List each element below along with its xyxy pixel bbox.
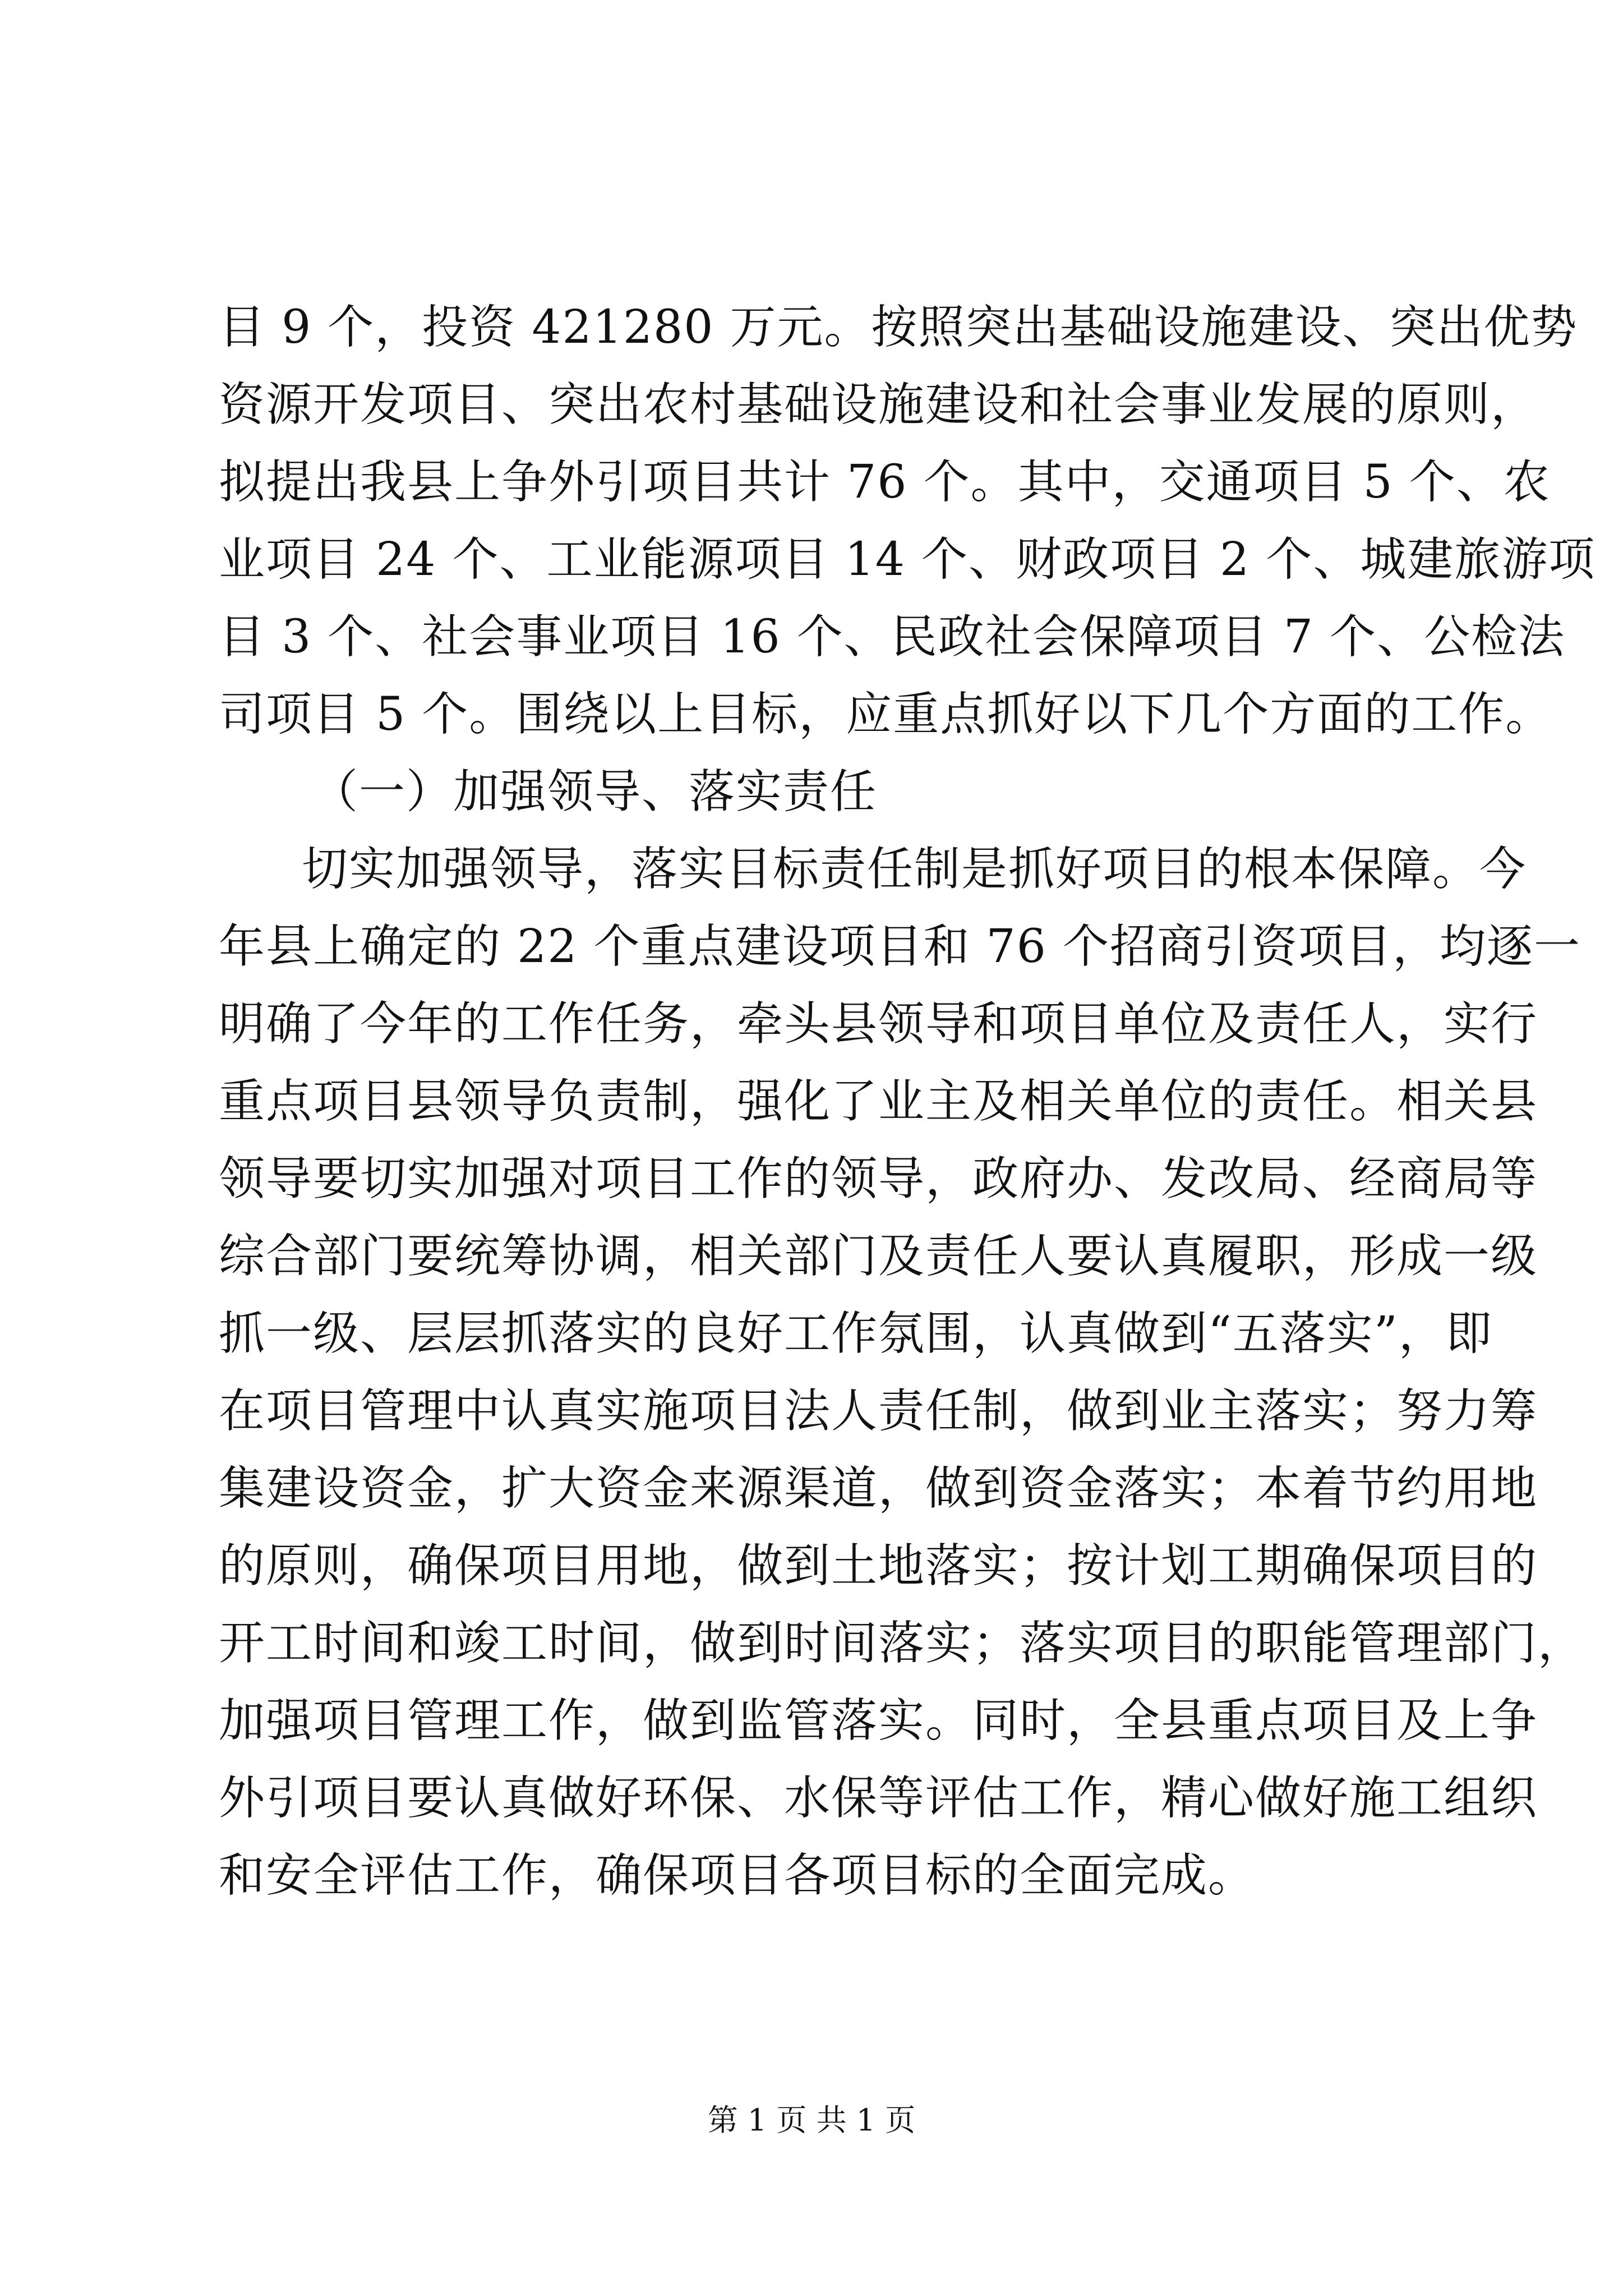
paragraph-line-14: 和安全评估工作，确保项目各项目标的全面完成。 (219, 1849, 1256, 1902)
paragraph-line-13: 外引项目要认真做好环保、水保等评估工作，精心做好施工组织 (219, 1772, 1538, 1825)
paragraph-line-7: 抓一级、层层抓落实的良好工作氛围，认真做到“五落实”，即 (219, 1307, 1493, 1360)
paragraph-line-11: 开工时间和竣工时间，做到时间落实；落实项目的职能管理部门， (219, 1617, 1585, 1670)
text-line-6: 司项目 5 个。围绕以上目标，应重点抓好以下几个方面的工作。 (219, 688, 1553, 741)
paragraph-line-4: 重点项目县领导负责制，强化了业主及相关单位的责任。相关县 (219, 1075, 1538, 1128)
paragraph-line-9: 集建设资金，扩大资金来源渠道，做到资金落实；本着节约用地 (219, 1462, 1538, 1515)
section-heading: （一）加强领导、落实责任 (312, 765, 878, 818)
paragraph-line-8: 在项目管理中认真实施项目法人责任制，做到业主落实；努力筹 (219, 1384, 1538, 1438)
paragraph-line-2: 年县上确定的 22 个重点建设项目和 76 个招商引资项目，均逐一 (219, 920, 1581, 973)
paragraph-line-1: 切实加强领导，落实目标责任制是抓好项目的根本保障。今 (302, 843, 1527, 896)
paragraph-line-6: 综合部门要统筹协调，相关部门及责任人要认真履职，形成一级 (219, 1230, 1538, 1283)
text-line-1: 目 9 个，投资 421280 万元。按照突出基础设施建设、突出优势 (219, 301, 1578, 354)
paragraph-line-3: 明确了今年的工作任务，牵头县领导和项目单位及责任人，实行 (219, 997, 1538, 1051)
text-line-2: 资源开发项目、突出农村基础设施建设和社会事业发展的原则， (219, 378, 1538, 431)
paragraph-line-12: 加强项目管理工作，做到监管落实。同时，全县重点项目及上争 (219, 1694, 1538, 1747)
paragraph-line-5: 领导要切实加强对项目工作的领导，政府办、发改局、经商局等 (219, 1152, 1538, 1205)
text-line-4: 业项目 24 个、工业能源项目 14 个、财政项目 2 个、城建旅游项 (219, 533, 1596, 586)
page-footer (0, 2101, 1623, 2140)
text-line-3: 拟提出我县上争外引项目共计 76 个。其中，交通项目 5 个、农 (219, 455, 1551, 509)
text-line-5: 目 3 个、社会事业项目 16 个、民政社会保障项目 7 个、公检法 (219, 610, 1566, 664)
document-body (219, 289, 1596, 1915)
paragraph-line-10: 的原则，确保项目用地，做到土地落实；按计划工期确保项目的 (219, 1539, 1538, 1593)
page-number-label: 第 1 页 共 1 页 (707, 2102, 916, 2138)
